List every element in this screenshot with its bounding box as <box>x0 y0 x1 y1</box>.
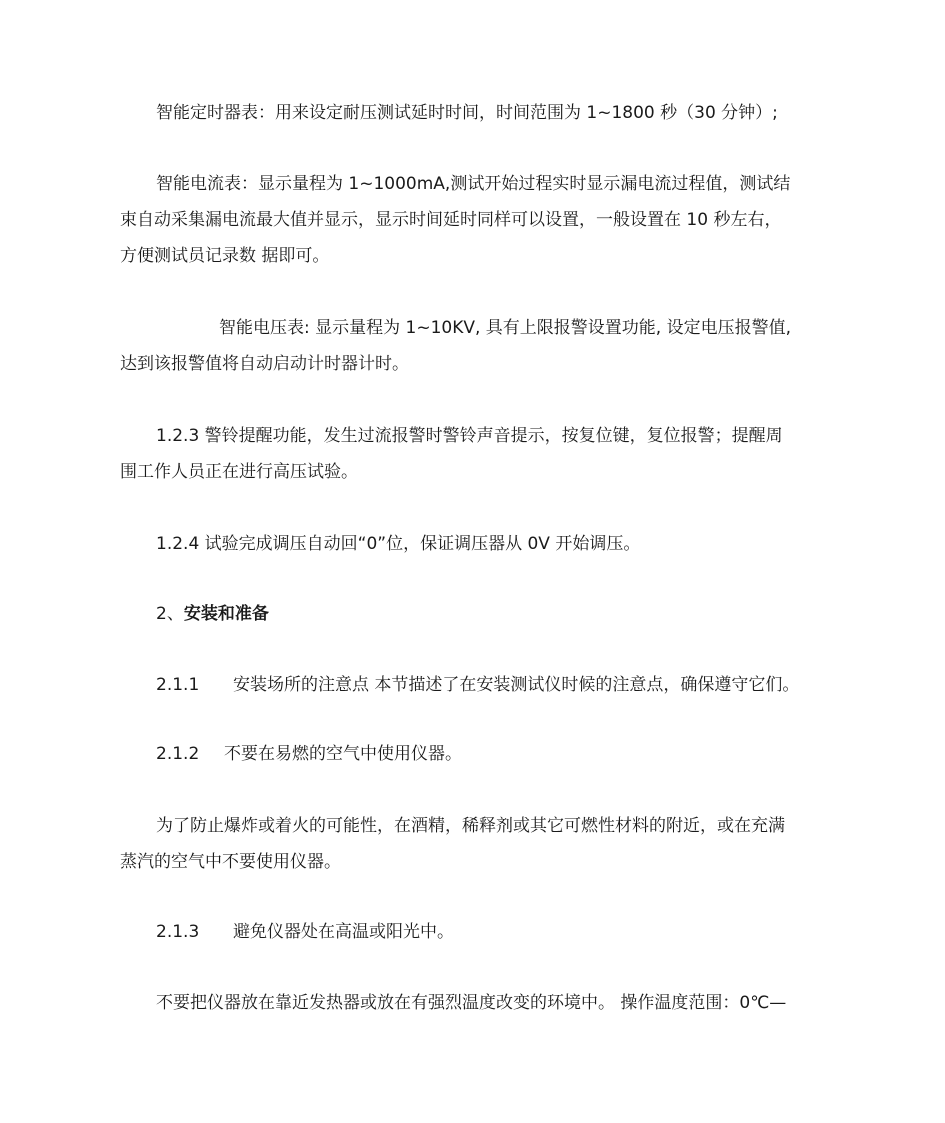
item-number: 2.1.3 <box>156 922 200 942</box>
paragraph-current-meter-line3: 方便测试员记录数 据即可。 <box>120 246 330 266</box>
section-heading-2 <box>156 602 269 626</box>
item-text: 安装场所的注意点 本节描述了在安装测试仪时候的注意点，确保遵守它们。 <box>233 675 800 695</box>
paragraph-voltage-meter-line1: 智能电压表: 显示量程为 1~10KV, 具有上限报警设置功能, 设定电压报警值, <box>219 318 792 338</box>
paragraph-current-meter-line2: 束自动采集漏电流最大值并显示，显示时间延时同样可以设置，一般设置在 10 秒左右， <box>120 210 782 230</box>
paragraph-voltage-meter-line2: 达到该报警值将自动启动计时器计时。 <box>120 354 409 374</box>
paragraph-timer: 智能定时器表：用来设定耐压测试延时时间，时间范围为 1~1800 秒（30 分钟）; <box>156 103 778 123</box>
paragraph-temperature: 不要把仪器放在靠近发热器或放在有强烈温度改变的环境中。 操作温度范围：0℃— <box>156 993 787 1013</box>
item-2-1-2 <box>156 742 462 766</box>
paragraph-flammable-line2: 蒸汽的空气中不要使用仪器。 <box>120 852 341 872</box>
paragraph-current-meter-line1: 智能电流表：显示量程为 1~1000mA,测试开始过程实时显示漏电流过程值，测试结 <box>156 174 791 194</box>
paragraph-alarm-line1: 1.2.3 警铃提醒功能，发生过流报警时警铃声音提示，按复位键，复位报警；提醒周 <box>156 426 783 446</box>
item-2-1-1 <box>156 673 799 697</box>
section-title: 安装和准备 <box>183 604 269 624</box>
item-number: 2.1.1 <box>156 675 200 695</box>
paragraph-auto-return: 1.2.4 试验完成调压自动回“0”位，保证调压器从 0V 开始调压。 <box>156 534 641 554</box>
paragraph-flammable-line1: 为了防止爆炸或着火的可能性，在酒精，稀释剂或其它可燃性材料的附近，或在充满 <box>156 816 785 836</box>
item-number: 2.1.2 <box>156 744 200 764</box>
section-number: 2、 <box>156 604 184 624</box>
item-text: 不要在易燃的空气中使用仪器。 <box>224 744 462 764</box>
paragraph-alarm-line2: 围工作人员正在进行高压试验。 <box>120 462 358 482</box>
item-text: 避免仪器处在高温或阳光中。 <box>233 922 454 942</box>
item-2-1-3 <box>156 920 454 944</box>
